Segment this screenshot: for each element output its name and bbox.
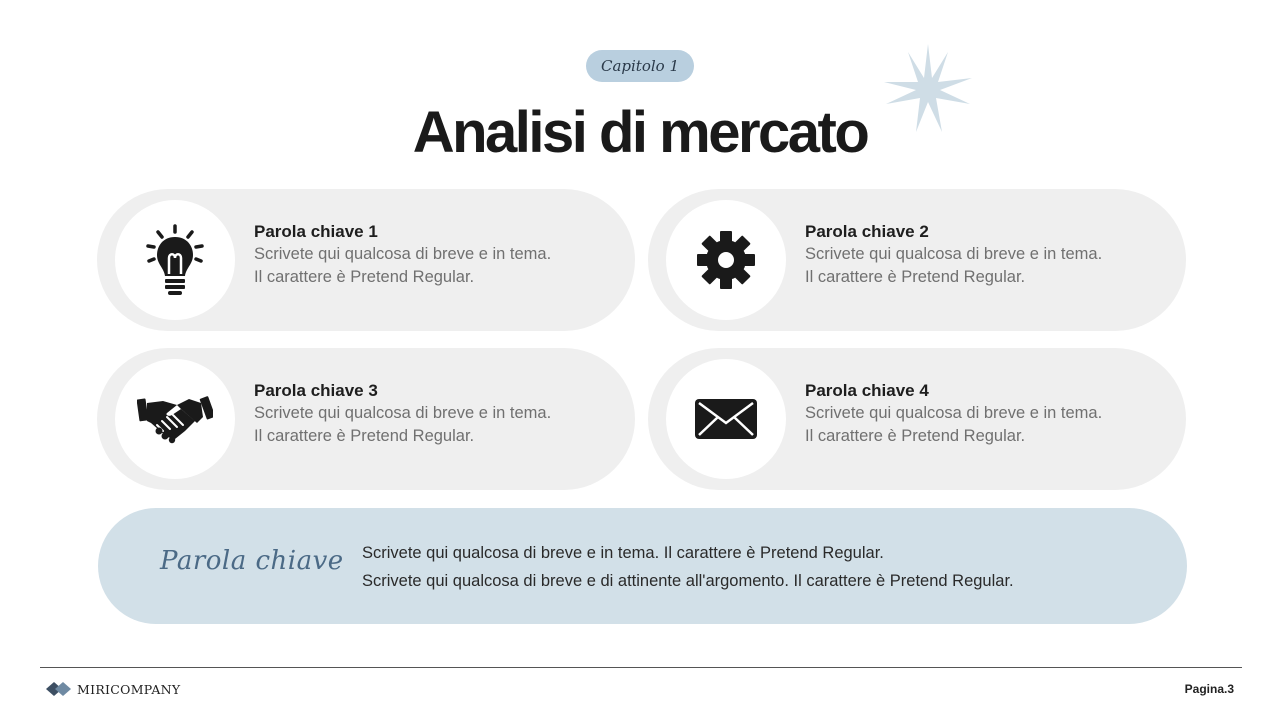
page-number: Pagina.3 bbox=[1184, 682, 1234, 696]
keyword-card-3 bbox=[97, 348, 635, 490]
card-line-2: Il carattere è Pretend Regular. bbox=[254, 427, 475, 445]
card-line-2: Il carattere è Pretend Regular. bbox=[805, 268, 1026, 286]
keyword-card-4 bbox=[648, 348, 1186, 490]
card-heading: Parola chiave 1 bbox=[254, 222, 378, 241]
card-line-2: Il carattere è Pretend Regular. bbox=[805, 427, 1026, 445]
keyword-banner bbox=[98, 508, 1187, 624]
lightbulb-icon bbox=[144, 224, 206, 296]
card-line-1: Scrivete qui qualcosa di breve e in tema. bbox=[254, 245, 552, 263]
chapter-label: Capitolo 1 bbox=[600, 57, 680, 75]
card-line-1: Scrivete qui qualcosa di breve e in tema. bbox=[254, 404, 552, 422]
icon-circle bbox=[666, 200, 786, 320]
icon-circle bbox=[666, 359, 786, 479]
keyword-card-1 bbox=[97, 189, 635, 331]
gear-icon bbox=[696, 230, 756, 290]
logo-icon bbox=[46, 680, 72, 698]
chapter-badge bbox=[586, 50, 694, 82]
banner-line-1: Scrivete qui qualcosa di breve e in tema. Il carattere è Pretend Regular. bbox=[362, 544, 884, 562]
card-line-1: Scrivete qui qualcosa di breve e in tema. bbox=[805, 404, 1103, 422]
icon-circle bbox=[115, 200, 235, 320]
logo-text: MIRICOMPANY bbox=[77, 681, 181, 697]
page-title: Analisi di mercato bbox=[412, 100, 868, 165]
company-logo bbox=[46, 680, 180, 698]
envelope-icon bbox=[695, 399, 757, 439]
keyword-card-2 bbox=[648, 189, 1186, 331]
card-heading: Parola chiave 3 bbox=[254, 381, 378, 400]
icon-circle bbox=[115, 359, 235, 479]
handshake-icon bbox=[137, 393, 213, 445]
banner-keyword: Parola chiave bbox=[160, 546, 344, 576]
footer-divider bbox=[40, 667, 1242, 668]
card-line-1: Scrivete qui qualcosa di breve e in tema. bbox=[805, 245, 1103, 263]
banner-line-2: Scrivete qui qualcosa di breve e di attinente all'argomento. Il carattere è Pretend Regular. bbox=[362, 572, 1014, 590]
card-heading: Parola chiave 4 bbox=[805, 381, 929, 400]
card-line-2: Il carattere è Pretend Regular. bbox=[254, 268, 475, 286]
card-heading: Parola chiave 2 bbox=[805, 222, 929, 241]
